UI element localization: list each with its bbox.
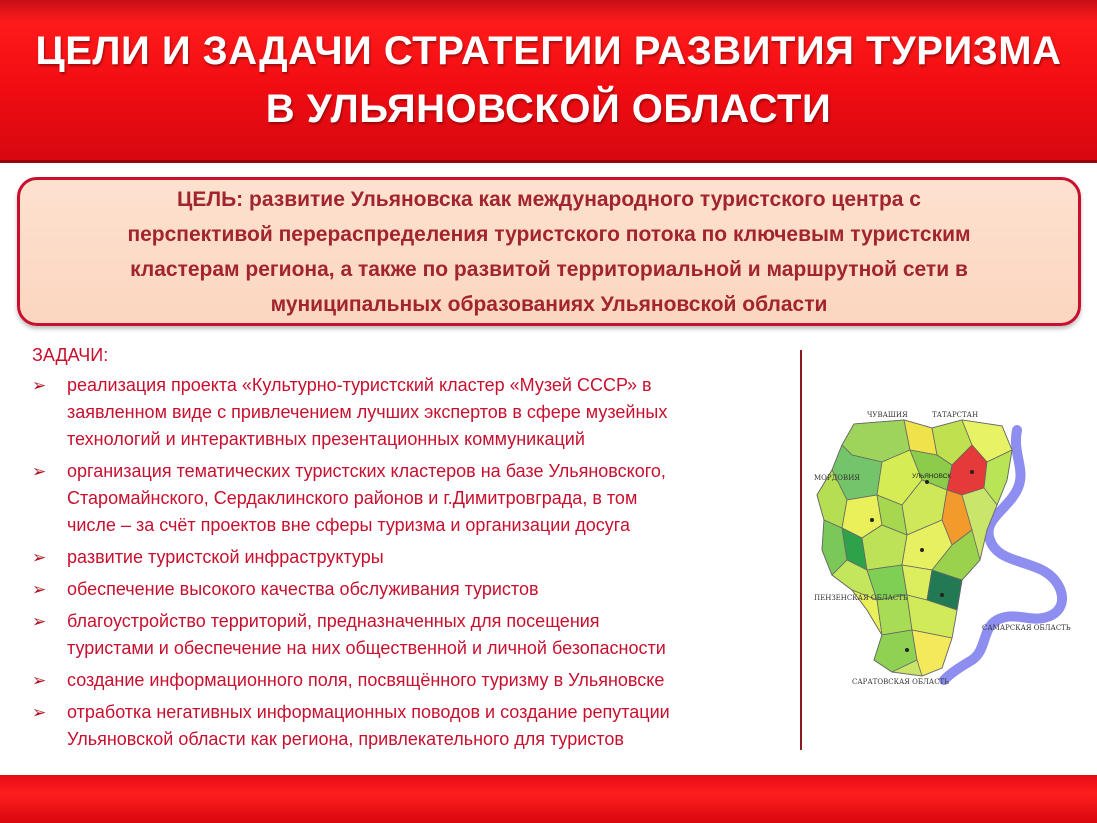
arrow-bullet-icon: ➢ xyxy=(32,703,47,722)
task-text-line: заявленном виде с привлечением лучших экспертов в сфере музейных xyxy=(67,402,668,422)
header-banner xyxy=(0,0,1097,163)
goal-box xyxy=(17,177,1081,326)
task-item xyxy=(32,699,792,753)
task-text-line: туристами и обеспечение на них общественной и личной безопасности xyxy=(67,638,666,658)
task-item xyxy=(32,667,792,694)
task-item xyxy=(32,372,792,453)
task-item xyxy=(32,576,792,603)
task-text-line: организация тематических туристских кластеров на базе Ульяновского, xyxy=(67,461,666,481)
task-item xyxy=(32,608,792,662)
arrow-bullet-icon: ➢ xyxy=(32,548,47,567)
goal-text-line: перспективой перераспределения туристского потока по ключевым туристским xyxy=(127,222,971,246)
city-dot xyxy=(925,480,929,484)
footer-banner xyxy=(0,775,1097,823)
task-text-line: числе – за счёт проектов вне сферы туризма и организации досуга xyxy=(67,515,630,535)
map-label-mordovia: МОРДОВИЯ xyxy=(814,474,860,482)
map-label-ulyanovsk: УЛЬЯНОВСК xyxy=(912,473,952,480)
task-text-line: технологий и интерактивных презентационных коммуникаций xyxy=(67,429,585,449)
task-text-line: обеспечение высокого качества обслуживания туристов xyxy=(67,579,539,599)
arrow-bullet-icon: ➢ xyxy=(32,462,47,481)
task-text-line: благоустройство территорий, предназначенных для посещения xyxy=(67,611,600,631)
city-dot xyxy=(870,518,874,522)
task-text-line: Ульяновской области как региона, привлекательного для туристов xyxy=(67,729,624,749)
map-label-samara: САМАРСКАЯ ОБЛАСТЬ xyxy=(982,624,1071,632)
page-title-line-2: В УЛЬЯНОВСКОЙ ОБЛАСТИ xyxy=(265,87,832,131)
task-item xyxy=(32,458,792,539)
tasks-section xyxy=(32,340,792,758)
goal-text-line: ЦЕЛЬ: развитие Ульяновска как международного туристского центра с xyxy=(176,187,921,211)
page-title-line-1: ЦЕЛИ И ЗАДАЧИ СТРАТЕГИИ РАЗВИТИЯ ТУРИЗМА xyxy=(35,29,1062,73)
goal-text-line: муниципальных образованиях Ульяновской области xyxy=(270,292,828,316)
map-label-tatarstan: ТАТАРСТАН xyxy=(932,411,979,419)
ulyanovsk-region-map xyxy=(812,410,1077,685)
task-text-line: создание информационного поля, посвящённого туризму в Ульяновске xyxy=(67,670,665,690)
task-text-line: Старомайнского, Сердаклинского районов и г.Димитровграда, в том xyxy=(67,488,638,508)
city-dot xyxy=(940,593,944,597)
task-text-line: отработка негативных информационных поводов и создание репутации xyxy=(67,702,670,722)
map-label-penza: ПЕНЗЕНСКАЯ ОБЛАСТЬ xyxy=(814,594,908,602)
city-dot xyxy=(920,548,924,552)
map-label-saratov: САРАТОВСКАЯ ОБЛАСТЬ xyxy=(852,678,949,685)
arrow-bullet-icon: ➢ xyxy=(32,580,47,599)
city-dot xyxy=(970,470,974,474)
arrow-bullet-icon: ➢ xyxy=(32,612,47,631)
task-text-line: реализация проекта «Культурно-туристский кластер «Музей СССР» в xyxy=(67,375,652,395)
goal-text-line: кластерам региона, а также по развитой территориальной и маршрутной сети в xyxy=(130,257,968,281)
city-dot xyxy=(905,648,909,652)
arrow-bullet-icon: ➢ xyxy=(32,671,47,690)
task-item xyxy=(32,544,792,571)
map-label-chuvashia: ЧУВАШИЯ xyxy=(867,411,908,419)
vertical-divider xyxy=(800,350,802,750)
tasks-title: ЗАДАЧИ: xyxy=(32,345,109,365)
arrow-bullet-icon: ➢ xyxy=(32,376,47,395)
tasks-list xyxy=(32,372,792,753)
task-text-line: развитие туристской инфраструктуры xyxy=(67,547,384,567)
